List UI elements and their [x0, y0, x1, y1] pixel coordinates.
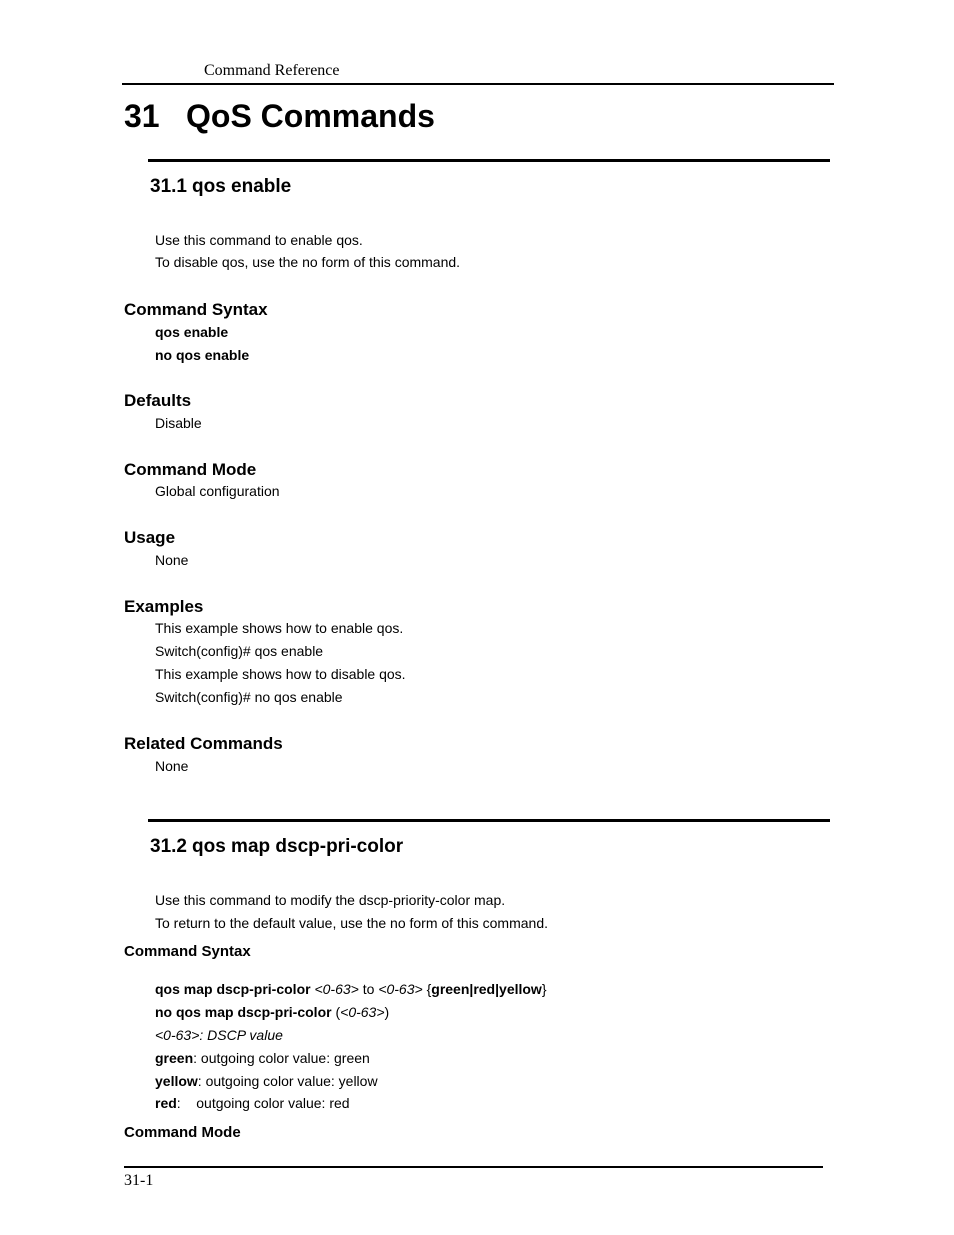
- subheading-examples: Examples: [124, 597, 204, 616]
- chapter-title-text: QoS Commands: [186, 98, 435, 134]
- section-number: 31.2: [150, 836, 187, 857]
- example-line: Switch(config)# no qos enable: [155, 689, 343, 705]
- section-rule: [148, 159, 830, 162]
- syntax-separator: |: [469, 981, 474, 997]
- param-name: yellow: [155, 1073, 198, 1089]
- syntax-argument: <0-63>: [340, 1004, 385, 1020]
- usage-value: None: [155, 552, 189, 568]
- syntax-option: red: [473, 981, 496, 997]
- param-line: [155, 1027, 283, 1043]
- page-number: 31-1: [124, 1172, 154, 1189]
- param-desc: : DSCP value: [199, 1027, 283, 1043]
- section-title-text: qos enable: [192, 176, 292, 197]
- param-line: [155, 1073, 378, 1089]
- related-value: None: [155, 758, 189, 774]
- syntax-argument: <0-63>: [378, 981, 423, 997]
- header-rule: [122, 83, 834, 85]
- example-line: Switch(config)# qos enable: [155, 643, 324, 659]
- mode-value: Global configuration: [155, 483, 280, 499]
- section-number: 31.1: [150, 176, 187, 197]
- example-line: This example shows how to disable qos.: [155, 666, 406, 682]
- defaults-value: Disable: [155, 415, 202, 431]
- syntax-separator: |: [495, 981, 500, 997]
- intro-line: Use this command to enable qos.: [155, 232, 363, 248]
- footer-rule: [124, 1166, 823, 1168]
- syntax-brace: }: [541, 981, 547, 997]
- subheading-related-commands: Related Commands: [124, 734, 283, 753]
- running-header: Command Reference: [204, 62, 340, 79]
- syntax-argument: <0-63>: [314, 981, 359, 997]
- example-line: This example shows how to enable qos.: [155, 620, 404, 636]
- param-name: <0-63>: [155, 1027, 200, 1043]
- syntax-line: no qos enable: [155, 347, 250, 363]
- subheading-command-mode: Command Mode: [124, 460, 257, 479]
- param-desc: : outgoing color value: red: [176, 1095, 350, 1111]
- param-desc: : outgoing color value: yellow: [197, 1073, 378, 1089]
- param-line: [155, 1095, 350, 1111]
- section-title: [150, 176, 291, 198]
- section-title-text: qos map dscp-pri-color: [192, 836, 404, 857]
- syntax-keyword: to: [362, 981, 375, 997]
- syntax-brace: {: [426, 981, 432, 997]
- subheading-defaults: Defaults: [124, 391, 192, 410]
- subheading-command-syntax: Command Syntax: [124, 943, 251, 960]
- subheading-usage: Usage: [124, 528, 176, 547]
- syntax-command: no qos map dscp-pri-color: [155, 1004, 332, 1020]
- intro-line: Use this command to modify the dscp-priority-color map.: [155, 892, 506, 908]
- intro-line: To disable qos, use the no form of this command.: [155, 254, 461, 270]
- intro-line: To return to the default value, use the no form of this command.: [155, 915, 548, 931]
- chapter-number: 31: [124, 98, 160, 134]
- syntax-paren: (: [335, 1004, 341, 1020]
- syntax-line: [155, 1004, 389, 1020]
- param-name: red: [155, 1095, 177, 1111]
- section-rule: [148, 819, 830, 822]
- syntax-option: green: [431, 981, 470, 997]
- subheading-command-mode: Command Mode: [124, 1124, 241, 1141]
- syntax-line: [155, 981, 547, 997]
- syntax-line: qos enable: [155, 324, 229, 340]
- syntax-command: qos map dscp-pri-color: [155, 981, 311, 997]
- chapter-title: [124, 98, 435, 135]
- section-title: [150, 836, 403, 858]
- param-line: [155, 1050, 370, 1066]
- param-desc: : outgoing color value: green: [193, 1050, 370, 1066]
- subheading-command-syntax: Command Syntax: [124, 300, 268, 319]
- syntax-option: yellow: [499, 981, 542, 997]
- syntax-paren: ): [384, 1004, 390, 1020]
- param-name: green: [155, 1050, 194, 1066]
